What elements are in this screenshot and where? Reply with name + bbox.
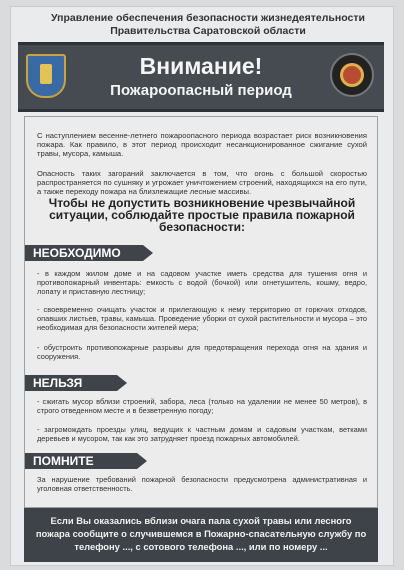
intro-paragraph-2: Опасность таких загораний заключается в том, что огонь с большой скоростью распространяется по сушняку и угрожает уничтожением строений, находящихся на его пути, а также переходу пожара на близлежащие лесные массивы. (37, 169, 367, 197)
poster-sheet (10, 6, 394, 566)
necessary-item-2: - своевременно очищать участок и прилегающую к нему территорию от горючих отходов, опавших листьев, травы, камыша. Проведение уборки от сухой растительности и мусора – это необходимая для безопасности жителей мера; (37, 305, 367, 333)
footer-line-2: пожара сообщите о случившемся в Пожарно-спасательную службу по (35, 528, 367, 539)
footer-line-3: телефону ..., с сотового телефона ..., или по номеру ... (74, 541, 328, 552)
footer-line-1: Если Вы оказались вблизи очага пала сухой травы или лесного (50, 515, 352, 526)
intro-paragraph-1: С наступлением весенне-летнего пожароопасного периода возрастает риск возникновения пожара. Как правило, в этот период происходит несанкционированное сжигание сухой травы, мусора, камыша. (37, 131, 367, 159)
hero-banner (18, 42, 384, 112)
forbidden-item-2: - загромождать проезды улиц, ведущих к частным домам и садовым участкам, ветками деревьев и мусором, так как это затрудняет проезд пожарных автомобилей. (37, 425, 367, 444)
remember-item-1: За нарушение требований пожарной безопасности предусмотрена административная и уголовная ответственность. (37, 475, 367, 494)
rules-heading: Чтобы не допустить возникновение чрезвычайной ситуации, соблюдайте простые правила пожарной безопасности: (48, 196, 356, 234)
content-frame (24, 116, 378, 508)
hero-title: Внимание! (139, 53, 263, 79)
saratov-coat-of-arms-icon (26, 54, 66, 98)
necessary-item-1: - в каждом жилом доме и на садовом участке иметь средства для тушения огня и противопожарный инвентарь: емкость с водой (бочкой) или огнетушитель, кошму, ведро, лопату и приставную лестницу; (37, 269, 367, 297)
section-band-forbidden: НЕЛЬЗЯ (25, 375, 117, 391)
section-band-remember: ПОМНИТЕ (25, 453, 137, 469)
hero-subtitle: Пожароопасный период (110, 82, 292, 99)
section-band-necessary: НЕОБХОДИМО (25, 245, 143, 261)
necessary-item-3: - обустроить противопожарные разрывы для предотвращения перехода огня на здания и сооружения. (37, 343, 367, 362)
forbidden-item-1: - сжигать мусор вблизи строений, забора, леса (только на удалении не менее 50 метров), в строго отведенном месте и в безветренную погоду; (37, 397, 367, 416)
footer-call-to-action (24, 508, 378, 562)
fire-service-emblem-icon (330, 53, 374, 97)
government-header: Управление обеспечения безопасности жизнедеятельности Правительства Саратовской области (51, 12, 365, 37)
